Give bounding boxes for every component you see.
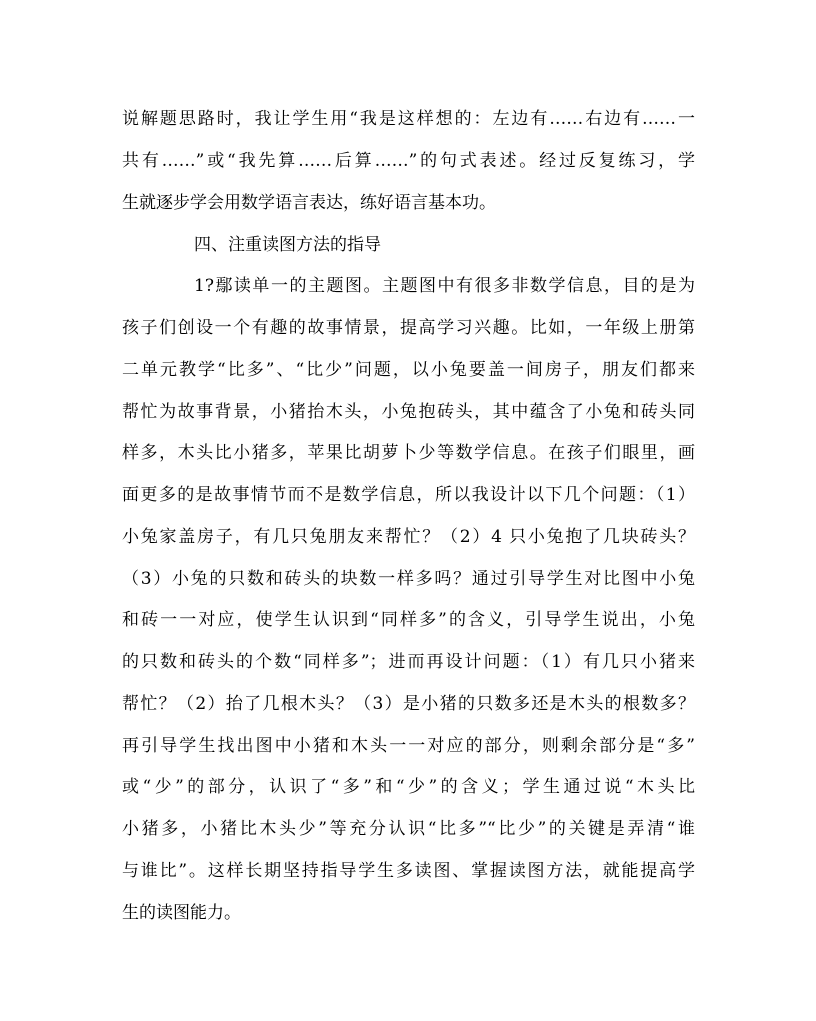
paragraph-line: 的只数和砖头的个数“同样多”；进而再设计问题：（1）有几只小猪来 <box>122 652 695 672</box>
paragraph-line: 小猪多，小猪比木头少”等充分认识“比多”“比少”的关键是弄清“谁 <box>122 819 695 839</box>
paragraph-line: 面更多的是故事情节而不是数学信息，所以我设计以下几个问题：（1） <box>122 485 695 505</box>
paragraph-line: 帮忙？（2）抬了几根木头？（3）是小猪的只数多还是木头的根数多？ <box>122 694 695 714</box>
paragraph-line: 生就逐步学会用数学语言表达，练好语言基本功。 <box>122 193 496 213</box>
paragraph-line: 生的读图能力。 <box>122 903 241 923</box>
paragraph-line: 二单元教学“比多”、“比少”问题，以小兔要盖一间房子，朋友们都来 <box>122 360 695 380</box>
paragraph-line: 小兔家盖房子，有几只兔朋友来帮忙？（2）4 只小兔抱了几块砖头？ <box>122 527 695 547</box>
paragraph-line: 或“少”的部分，认识了“多”和“少”的含义；学生通过说“木头比 <box>122 777 695 797</box>
paragraph-line: 与谁比”。这样长期坚持指导学生多读图、掌握读图方法，就能提高学 <box>122 861 695 881</box>
paragraph-line: （3）小兔的只数和砖头的块数一样多吗？通过引导学生对比图中小兔 <box>122 569 695 589</box>
paragraph-line: 样多，木头比小猪多，苹果比胡萝卜少等数学信息。在孩子们眼里，画 <box>122 443 695 463</box>
paragraph-line: 1?鄢读单一的主题图。主题图中有很多非数学信息，目的是为 <box>194 276 695 296</box>
paragraph-line: 说解题思路时，我让学生用“我是这样想的：左边有……右边有……一 <box>122 109 695 129</box>
paragraph-line: 共有……”或“我先算……后算……”的句式表述。经过反复练习，学 <box>122 151 695 171</box>
paragraph-line: 和砖一一对应，使学生认识到“同样多”的含义，引导学生说出，小兔 <box>122 610 695 630</box>
paragraph-line: 孩子们创设一个有趣的故事情景，提高学习兴趣。比如，一年级上册第 <box>122 318 695 338</box>
section-heading: 四、注重读图方法的指导 <box>194 235 381 255</box>
paragraph-line: 帮忙为故事背景，小猪抬木头，小兔抱砖头，其中蕴含了小兔和砖头同 <box>122 402 695 422</box>
paragraph-line: 再引导学生找出图中小猪和木头一一对应的部分，则剩余部分是“多” <box>122 736 695 756</box>
